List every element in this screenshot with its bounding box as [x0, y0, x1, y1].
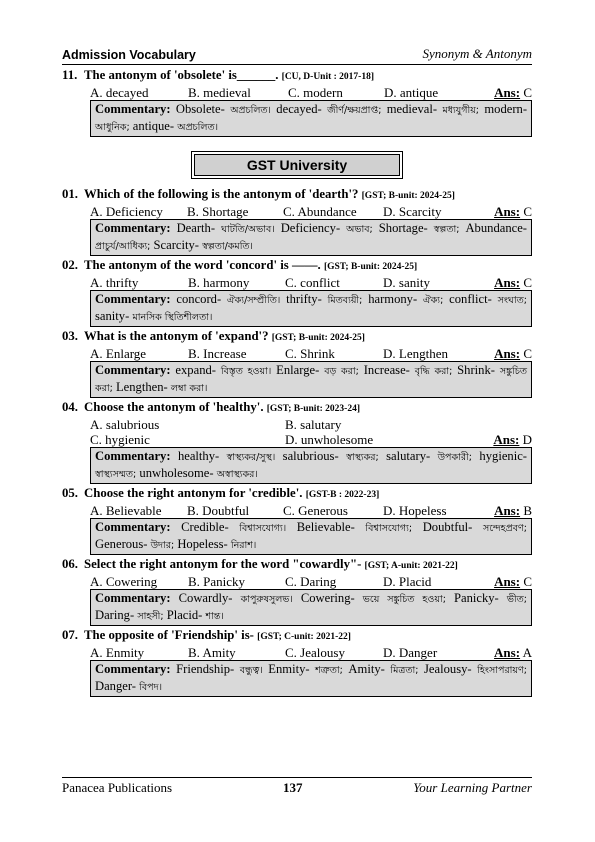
question-block — [62, 557, 532, 626]
option-d: D. Hopeless — [383, 503, 447, 518]
page-number: 137 — [282, 780, 303, 795]
option-d: D. Danger — [383, 645, 438, 660]
option-d: D. antique — [384, 85, 439, 100]
option-c: C. conflict — [285, 275, 340, 290]
option-a: A. salubrious — [90, 417, 160, 432]
option-a: A. decayed — [90, 85, 149, 100]
question-text: Select the right antonym for the word "cowardly"- — [84, 557, 362, 571]
question-block — [62, 486, 532, 555]
publisher-name: Panacea Publications — [62, 780, 173, 795]
option-c: C. Daring — [285, 574, 337, 589]
option-b: B. Panicky — [188, 574, 246, 589]
question-text: Which of the following is the antonym of 'dearth'? — [84, 187, 359, 201]
question — [62, 68, 532, 85]
option-c: C. Generous — [283, 503, 348, 518]
question-number: 02. — [62, 258, 78, 272]
question-source: [CU, D-Unit : 2017-18] — [281, 72, 375, 82]
question-number: 06. — [62, 557, 78, 571]
commentary-box: Commentary: Cowardly- কাপুরুষসুলভ। Cowering- ভয়ে সঙ্কুচিত হওয়া; Panicky- ভীত; Daring- সাহসী; Placid- শান্ত। — [90, 589, 532, 626]
commentary-box: Commentary: Friendship- বন্ধুত্ব। Enmity- শত্রুতা; Amity- মিত্রতা; Jealousy- হিংসাপরায়ণ; Danger- বিপদ। — [90, 660, 532, 697]
answer: Ans: C — [494, 85, 532, 100]
option-b: B. harmony — [188, 275, 250, 290]
question-text: What is the antonym of 'expand'? — [84, 329, 269, 343]
question-text: Choose the right antonym for 'credible'. — [84, 486, 303, 500]
question-text: The antonym of 'obsolete' is______. — [84, 68, 279, 82]
question-number: 04. — [62, 400, 78, 414]
question-number: 05. — [62, 486, 78, 500]
answer: Ans: C — [494, 346, 532, 361]
question-text: The antonym of the word 'concord' is ——. — [84, 258, 321, 272]
option-d: D. Placid — [383, 574, 432, 589]
options-row — [90, 275, 532, 290]
option-b: B. salutary — [285, 417, 342, 432]
header-left-title: Admission Vocabulary — [62, 48, 196, 62]
question-number: 11. — [62, 68, 78, 82]
options-row — [90, 432, 532, 447]
answer: Ans: A — [494, 645, 532, 660]
options-row — [90, 346, 532, 361]
option-a: A. Believable — [90, 503, 162, 518]
commentary-box: Commentary: Credible- বিশ্বাসযোগ্য। Believable- বিশ্বাসযোগ্য; Doubtful- সন্দেহপ্রবণ; Generous- উদার; Hopeless- নিরাশ। — [90, 518, 532, 555]
option-b: B. medieval — [188, 85, 251, 100]
question-text: Choose the antonym of 'healthy'. — [84, 400, 264, 414]
section-title: GST University — [194, 154, 400, 176]
option-b: B. Amity — [188, 645, 236, 660]
option-a: A. thrifty — [90, 275, 139, 290]
question-source: [GST; B-unit: 2023-24] — [266, 404, 360, 414]
answer: Ans: B — [494, 503, 532, 518]
question-source: [GST; C-unit: 2021-22] — [257, 632, 351, 642]
option-a: A. Enlarge — [90, 346, 147, 361]
option-c: C. hygienic — [90, 432, 150, 447]
option-a: A. Deficiency — [90, 204, 163, 219]
footer-tagline: Your Learning Partner — [413, 780, 532, 795]
options-row — [90, 85, 532, 100]
question-block — [62, 68, 532, 137]
option-c: C. Jealousy — [285, 645, 345, 660]
question-number: 01. — [62, 187, 78, 201]
commentary-box: Commentary: healthy- স্বাস্থ্যকর/সুস্থ। salubrious- স্বাস্থ্যকর; salutary- উপকারী; hygienic- স্বাস্থ্যসম্মত; unwholesome- অস্বাস্থ্যকর। — [90, 447, 532, 484]
options-row — [90, 574, 532, 589]
answer: Ans: C — [494, 204, 532, 219]
question-source: [GST; A-unit: 2021-22] — [364, 561, 458, 571]
page-content — [62, 44, 532, 699]
question-source: [GST; B-unit: 2024-25] — [323, 262, 418, 272]
question-number: 07. — [62, 628, 78, 642]
section-banner — [62, 151, 532, 179]
question-number: 03. — [62, 329, 78, 343]
option-c: C. Shrink — [285, 346, 335, 361]
option-b: B. Increase — [188, 346, 247, 361]
question-block — [62, 400, 532, 484]
option-b: B. Shortage — [187, 204, 249, 219]
options-row — [90, 645, 532, 660]
option-b: B. Doubtful — [187, 503, 250, 518]
question-block — [62, 628, 532, 697]
commentary-box: Commentary: concord- ঐক্য/সম্প্রীতি। thrifty- মিতব্যয়ী; harmony- ঐক্য; conflict- সংঘাত; sanity- মানসিক স্থিতিশীলতা। — [90, 290, 532, 327]
answer: Ans: C — [494, 574, 532, 589]
commentary-box: Commentary: Dearth- ঘাটতি/অভাব। Deficiency- অভাব; Shortage- স্বল্পতা; Abundance- প্রাচুর্য/আধিক্য; Scarcity- স্বল্পতা/কমতি। — [90, 219, 532, 256]
commentary-box: Commentary: Obsolete- অপ্রচলিত। decayed- জীর্ণ/ক্ষয়প্রাপ্ত; medieval- মধ্যযুগীয়; modern- আধুনিক; antique- অপ্রচলিত। — [90, 100, 532, 137]
question-text: The opposite of 'Friendship' is- — [84, 628, 254, 642]
question-block — [62, 187, 532, 256]
option-d: D. sanity — [383, 275, 430, 290]
page-header — [62, 44, 532, 65]
commentary-box: Commentary: expand- বিস্তৃত হওয়া। Enlarge- বড় করা; Increase- বৃদ্ধি করা; Shrink- সঙ্কুচিত করা; Lengthen- লম্বা করা। — [90, 361, 532, 398]
option-d: D. Lengthen — [383, 346, 448, 361]
question-source: [GST; B-unit: 2024-25] — [271, 333, 365, 343]
question-source: [GST-B : 2022-23] — [305, 490, 380, 500]
options-row — [90, 204, 532, 219]
question-block — [62, 329, 532, 398]
page-footer — [62, 777, 532, 796]
option-d: D. Scarcity — [383, 204, 442, 219]
options-row — [90, 417, 532, 432]
header-right-title: Synonym & Antonym — [422, 46, 532, 61]
question-source: [GST; B-unit: 2024-25] — [361, 191, 455, 201]
option-a: A. Cowering — [90, 574, 158, 589]
answer: Ans: C — [494, 275, 532, 290]
option-d: D. unwholesome — [285, 432, 374, 447]
question-block — [62, 258, 532, 327]
option-c: C. modern — [288, 85, 343, 100]
answer: Ans: D — [493, 432, 532, 447]
option-a: A. Enmity — [90, 645, 145, 660]
options-row — [90, 503, 532, 518]
option-c: C. Abundance — [283, 204, 357, 219]
